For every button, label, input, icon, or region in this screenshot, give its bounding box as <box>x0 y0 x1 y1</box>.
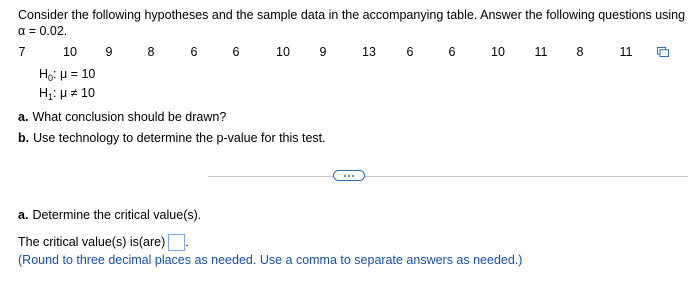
part-b-question: b. Use technology to determine the p-value for this test. <box>18 131 326 145</box>
data-value: 9 <box>105 45 113 59</box>
copy-data-icon[interactable] <box>657 47 669 57</box>
data-value: 7 <box>18 45 26 59</box>
ellipsis-expand-icon <box>344 175 354 177</box>
data-value: 11 <box>534 45 548 59</box>
rounding-hint: (Round to three decimal places as needed. Use a comma to separate answers as needed.) <box>18 253 523 267</box>
data-value: 6 <box>406 45 414 59</box>
data-value: 6 <box>232 45 240 59</box>
data-value: 6 <box>190 45 198 59</box>
data-value: 8 <box>576 45 584 59</box>
data-value: 13 <box>362 45 376 59</box>
answer-part-a-heading: a. Determine the critical value(s). <box>18 208 202 222</box>
data-value: 10 <box>63 45 77 59</box>
data-value: 9 <box>319 45 327 59</box>
critical-value-input[interactable] <box>168 234 185 251</box>
data-value: 8 <box>147 45 155 59</box>
alternative-hypothesis: $H_1$: μ ≠ 10 <box>39 86 95 102</box>
critical-value-label: The critical value(s) is(are) <box>18 235 166 249</box>
section-divider <box>208 176 688 177</box>
expand-button[interactable] <box>333 170 365 181</box>
null-hypothesis: $H_0$: μ = 10 <box>39 67 96 83</box>
data-table-row <box>0 44 694 60</box>
part-a-question: a. What conclusion should be drawn? <box>18 110 227 124</box>
question-prompt: Consider the following hypotheses and the sample data in the accompanying table. Answer the following questions using α = 0.02. <box>18 8 686 38</box>
data-value: 6 <box>448 45 456 59</box>
data-value: 10 <box>491 45 505 59</box>
data-value: 10 <box>276 45 290 59</box>
critical-value-line: The critical value(s) is(are) . <box>18 234 189 251</box>
data-value: 11 <box>619 45 633 59</box>
